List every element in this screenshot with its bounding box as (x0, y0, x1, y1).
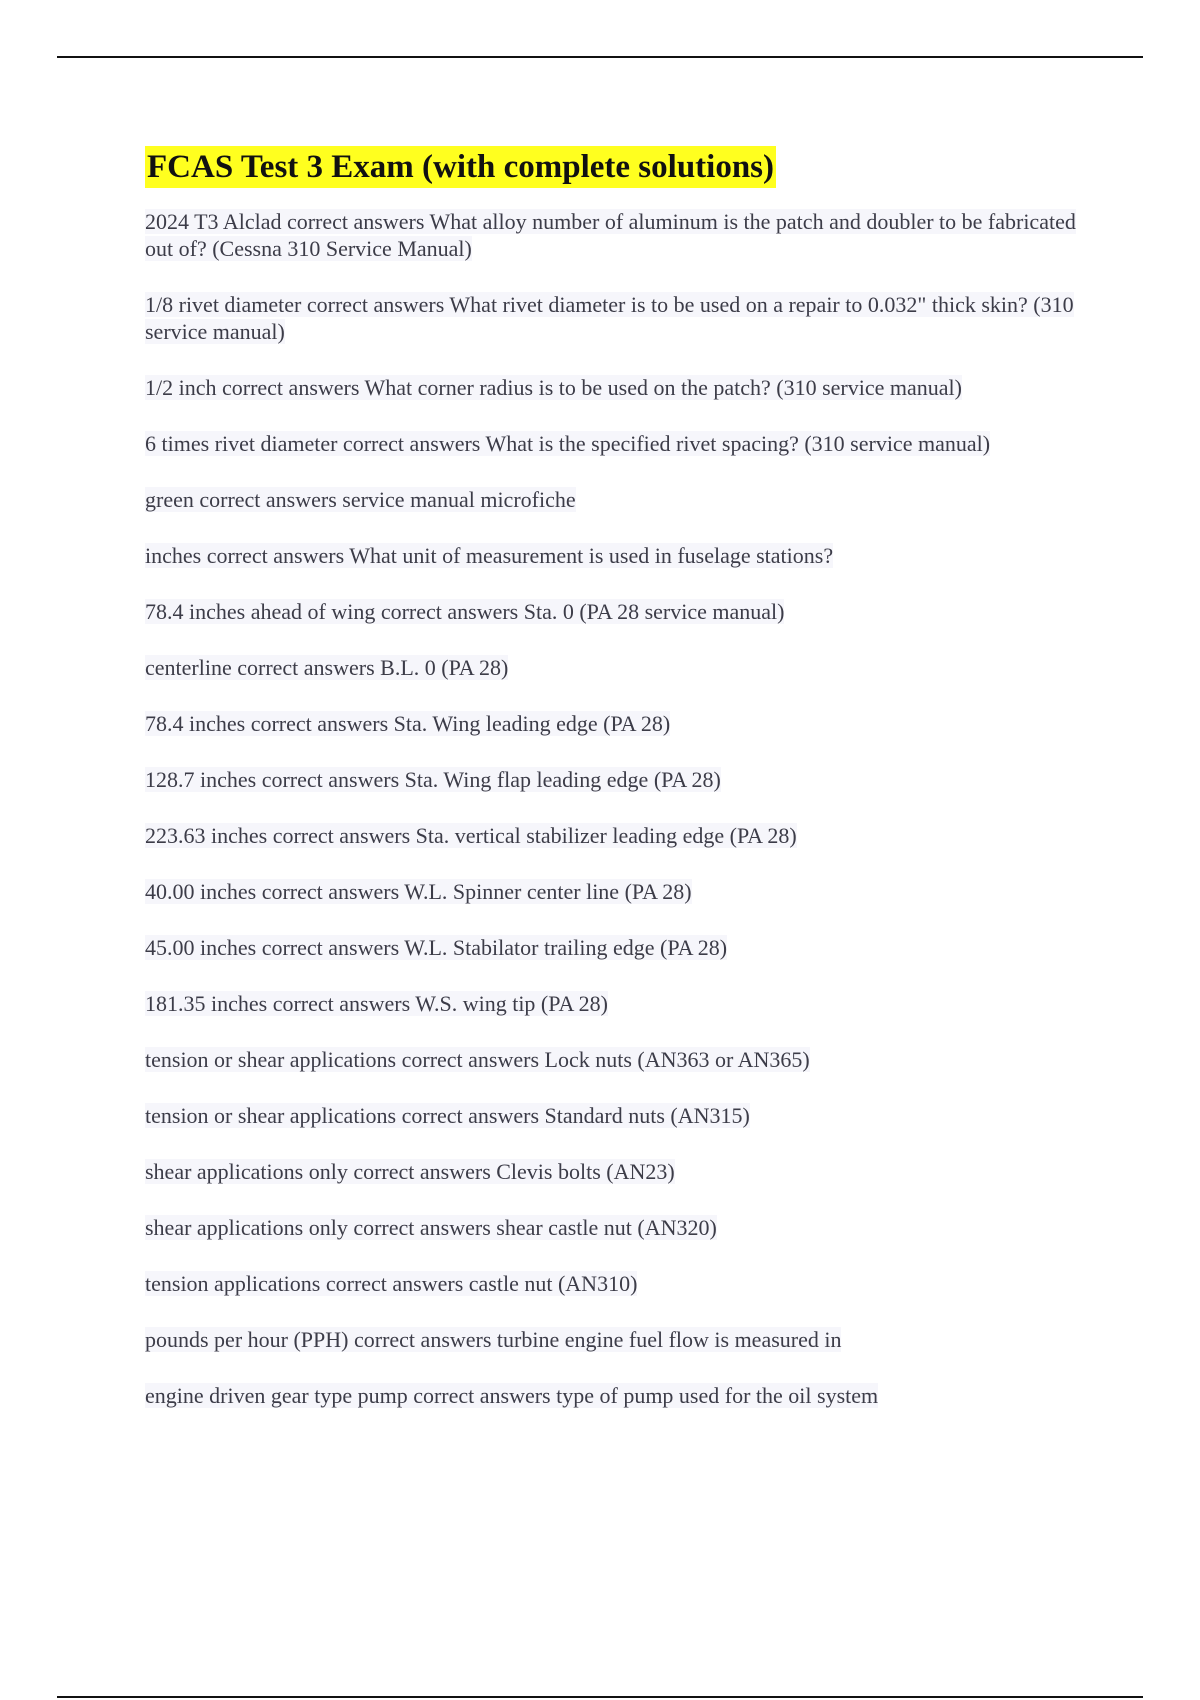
document-title: FCAS Test 3 Exam (with complete solutions) (145, 146, 776, 188)
qa-item (145, 1270, 1085, 1297)
qa-item (145, 430, 1085, 457)
qa-text: tension or shear applications correct answers Lock nuts (AN363 or AN365) (145, 1047, 810, 1072)
qa-item (145, 486, 1085, 513)
qa-text: inches correct answers What unit of measurement is used in fuselage stations? (145, 543, 834, 568)
top-rule (57, 56, 1143, 58)
qa-text: centerline correct answers B.L. 0 (PA 28) (145, 655, 509, 680)
document-body (145, 146, 1085, 1438)
qa-item (145, 1214, 1085, 1241)
qa-item (145, 208, 1085, 262)
qa-item (145, 1102, 1085, 1129)
qa-item (145, 1046, 1085, 1073)
qa-item (145, 1158, 1085, 1185)
qa-text: 45.00 inches correct answers W.L. Stabilator trailing edge (PA 28) (145, 935, 728, 960)
qa-text: green correct answers service manual microfiche (145, 487, 576, 512)
qa-item (145, 766, 1085, 793)
qa-text: 40.00 inches correct answers W.L. Spinner center line (PA 28) (145, 879, 692, 904)
qa-text: engine driven gear type pump correct answers type of pump used for the oil system (145, 1383, 879, 1408)
qa-text: 128.7 inches correct answers Sta. Wing flap leading edge (PA 28) (145, 767, 721, 792)
qa-text: tension applications correct answers castle nut (AN310) (145, 1271, 638, 1296)
qa-text: 6 times rivet diameter correct answers What is the specified rivet spacing? (310 service manual) (145, 431, 991, 456)
qa-item (145, 654, 1085, 681)
qa-text: shear applications only correct answers shear castle nut (AN320) (145, 1215, 717, 1240)
qa-item (145, 1382, 1085, 1409)
qa-item (145, 934, 1085, 961)
qa-item (145, 878, 1085, 905)
qa-text: 181.35 inches correct answers W.S. wing tip (PA 28) (145, 991, 608, 1016)
qa-text: 78.4 inches ahead of wing correct answers Sta. 0 (PA 28 service manual) (145, 599, 785, 624)
qa-item (145, 710, 1085, 737)
qa-text: pounds per hour (PPH) correct answers turbine engine fuel flow is measured in (145, 1327, 842, 1352)
bottom-rule (57, 1696, 1143, 1698)
qa-item (145, 990, 1085, 1017)
qa-text: shear applications only correct answers Clevis bolts (AN23) (145, 1159, 675, 1184)
qa-item (145, 542, 1085, 569)
qa-item (145, 374, 1085, 401)
qa-text: 78.4 inches correct answers Sta. Wing leading edge (PA 28) (145, 711, 671, 736)
qa-text: 2024 T3 Alclad correct answers What alloy number of aluminum is the patch and doubler to be fabricated out of? (Cessna 310 Service Manual) (145, 209, 1076, 261)
qa-text: tension or shear applications correct answers Standard nuts (AN315) (145, 1103, 750, 1128)
qa-text: 1/2 inch correct answers What corner radius is to be used on the patch? (310 service manual) (145, 375, 962, 400)
qa-list (145, 208, 1085, 1409)
qa-item (145, 1326, 1085, 1353)
qa-item (145, 822, 1085, 849)
qa-item (145, 291, 1085, 345)
qa-item (145, 598, 1085, 625)
qa-text: 223.63 inches correct answers Sta. vertical stabilizer leading edge (PA 28) (145, 823, 797, 848)
qa-text: 1/8 rivet diameter correct answers What rivet diameter is to be used on a repair to 0.032" thick skin? (310 service manual) (145, 292, 1074, 344)
